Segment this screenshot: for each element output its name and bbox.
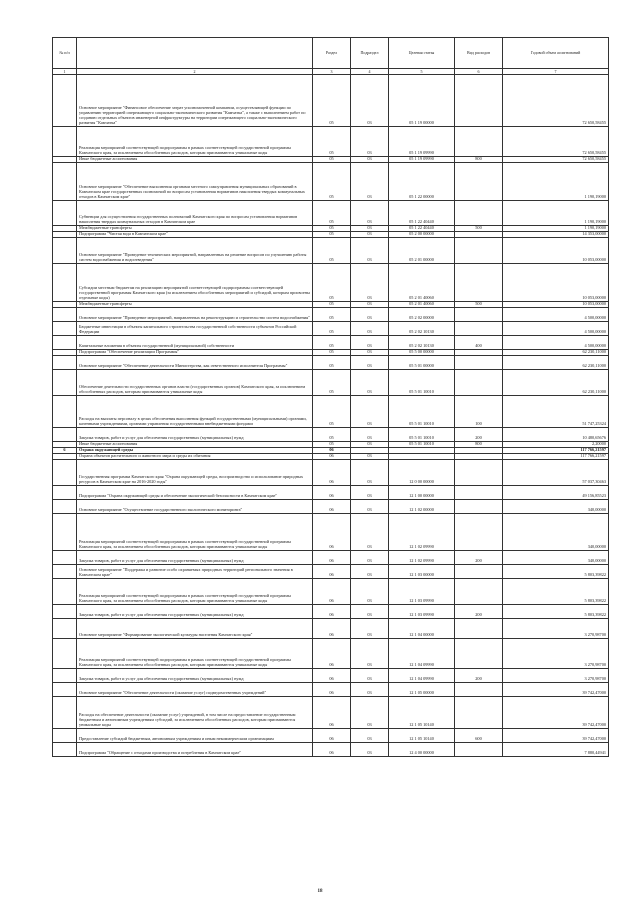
table-row	[53, 127, 609, 157]
cell-name: Основное мероприятие "Формирование экологической культуры населения Камчатского края"	[77, 619, 313, 639]
cell-target: 05 1 22 00000	[389, 163, 455, 201]
cell-amount: 5 803,39822	[503, 565, 609, 579]
cell-podrazdel: 03	[351, 639, 389, 669]
cell-vid	[455, 356, 503, 370]
cell-name: Межбюджетные трансферты	[77, 226, 313, 232]
cell-name: Субсидии местным бюджетам на реализацию мероприятий соответствующей подпрограммы соответствующей государственной программы Камчатского края (за исключением обособленных мероприятий и субсидий, которым присвоены отдельные коды)	[77, 264, 313, 302]
cell-target: 05 2 02 10130	[389, 336, 455, 350]
cell-amount: 1 190,19000	[503, 226, 609, 232]
cell-vid: 500	[455, 302, 503, 308]
cell-name: Расходы на выплаты персоналу в целях обеспечения выполнения функций государственными (муниципальными) органами, казенными учреждениями, органами управления государственными внебюджетными фондами	[77, 396, 313, 428]
cell-razdel: 06	[313, 551, 351, 565]
cell-razdel: 05	[313, 302, 351, 308]
column-number: 4	[351, 69, 389, 75]
cell-target: 05 2 02 00000	[389, 308, 455, 322]
header-num: № п/п	[53, 38, 77, 69]
cell-num	[53, 264, 77, 302]
table-row	[53, 264, 609, 302]
cell-target: 12 4 00 00000	[389, 743, 455, 757]
cell-vid	[455, 75, 503, 127]
cell-num	[53, 322, 77, 336]
cell-vid	[455, 264, 503, 302]
cell-vid	[455, 201, 503, 226]
table-row	[53, 308, 609, 322]
cell-amount: 72 650,58455	[503, 75, 609, 127]
cell-razdel: 06	[313, 448, 351, 454]
cell-amount: 5 803,39822	[503, 579, 609, 605]
cell-razdel: 06	[313, 669, 351, 683]
cell-name: Охрана объектов растительного и животного мира и среды их обитания	[77, 454, 313, 460]
cell-razdel: 06	[313, 460, 351, 486]
column-number: 5	[389, 69, 455, 75]
table-row	[53, 486, 609, 500]
cell-amount: 10 053,00000	[503, 302, 609, 308]
cell-num	[53, 396, 77, 428]
cell-vid: 600	[455, 729, 503, 743]
cell-num	[53, 669, 77, 683]
cell-razdel: 06	[313, 743, 351, 757]
cell-num	[53, 308, 77, 322]
column-number: 7	[503, 69, 609, 75]
cell-name: Основное мероприятие "Проведение мероприятий, направленных на реконструкцию и строительство систем водоснабжения"	[77, 308, 313, 322]
cell-target: 12 1 04 09990	[389, 639, 455, 669]
cell-num	[53, 428, 77, 442]
cell-podrazdel: 03	[351, 127, 389, 157]
header-name	[77, 38, 313, 69]
cell-razdel: 05	[313, 157, 351, 163]
cell-razdel: 05	[313, 396, 351, 428]
cell-target: 12 1 03 09990	[389, 605, 455, 619]
cell-num	[53, 514, 77, 551]
cell-razdel: 05	[313, 226, 351, 232]
cell-podrazdel: 03	[351, 619, 389, 639]
cell-razdel: 06	[313, 500, 351, 514]
cell-vid	[455, 308, 503, 322]
cell-target: 05 2 00 00000	[389, 232, 455, 238]
cell-amount: 39 742,47000	[503, 683, 609, 697]
cell-razdel: 05	[313, 127, 351, 157]
column-number: 1	[53, 69, 77, 75]
cell-num	[53, 486, 77, 500]
cell-vid: 200	[455, 428, 503, 442]
cell-target: 05 1 19 09990	[389, 127, 455, 157]
cell-amount: 49 156,85523	[503, 486, 609, 500]
cell-vid	[455, 639, 503, 669]
cell-podrazdel: 03	[351, 486, 389, 500]
cell-target: 12 1 00 00000	[389, 486, 455, 500]
table-row	[53, 729, 609, 743]
table-row	[53, 514, 609, 551]
cell-num	[53, 605, 77, 619]
cell-razdel: 05	[313, 308, 351, 322]
cell-podrazdel: 03	[351, 157, 389, 163]
cell-razdel: 05	[313, 264, 351, 302]
cell-target: 05 2 01 40060	[389, 302, 455, 308]
cell-name: Бюджетные инвестиции в объекты капитального строительства государственной собственности субъектов Российской Федерации	[77, 322, 313, 336]
cell-vid	[455, 619, 503, 639]
cell-podrazdel: 03	[351, 500, 389, 514]
cell-podrazdel: 03	[351, 308, 389, 322]
table-row	[53, 460, 609, 486]
cell-podrazdel: 03	[351, 238, 389, 264]
cell-vid	[455, 127, 503, 157]
cell-name: Подпрограмма "Чистая вода в Камчатском крае"	[77, 232, 313, 238]
cell-name: Обеспечение деятельности государственных органов власти (государственных органов) Камчатского края, за исключением обособленных расходов, которым присваиваются уникальные коды	[77, 370, 313, 396]
table-row	[53, 669, 609, 683]
cell-amount: 2,20000	[503, 442, 609, 448]
header-podrazdel: Подраздел	[351, 38, 389, 69]
cell-vid	[455, 238, 503, 264]
cell-name: Закупка товаров, работ и услуг для обеспечения государственных (муниципальных) нужд	[77, 605, 313, 619]
cell-target: 05 1 22 40440	[389, 201, 455, 226]
cell-vid: 800	[455, 442, 503, 448]
table-row	[53, 238, 609, 264]
cell-target: 05 1 19 09990	[389, 157, 455, 163]
cell-num	[53, 336, 77, 350]
cell-num	[53, 565, 77, 579]
cell-amount: 10 053,00000	[503, 238, 609, 264]
cell-name: Основное мероприятие "Поддержка и развитие особо охраняемых природных территорий регионального значения в Камчатском крае"	[77, 565, 313, 579]
cell-podrazdel: 03	[351, 396, 389, 428]
cell-name: Подпрограмма "Обращение с отходами производства и потребления в Камчатском крае"	[77, 743, 313, 757]
cell-podrazdel: 03	[351, 232, 389, 238]
cell-target: 05 2 01 00000	[389, 238, 455, 264]
cell-name: Государственная программа Камчатского края "Охрана окружающей среды, воспроизводство и использование природных ресурсов в Камчатском крае на 2016-2020 годы"	[77, 460, 313, 486]
table-row	[53, 579, 609, 605]
cell-amount: 1 190,19000	[503, 163, 609, 201]
header-amount: Годовой объем ассигнований	[503, 38, 609, 69]
cell-vid: 200	[455, 605, 503, 619]
cell-amount: 10 053,00000	[503, 264, 609, 302]
cell-name: Основное мероприятие "Обеспечение деятельности Министерства, как ответственного исполнителя Программы"	[77, 356, 313, 370]
cell-amount: 62 230,11000	[503, 370, 609, 396]
cell-razdel: 06	[313, 619, 351, 639]
cell-podrazdel: 03	[351, 683, 389, 697]
cell-name: Реализация мероприятий соответствующей подпрограммы в рамках соответствующей государственной программы Камчатского края, за исключением обособленных расходов, которым присваиваются уникальные коды	[77, 514, 313, 551]
cell-podrazdel: 03	[351, 428, 389, 442]
cell-num	[53, 163, 77, 201]
table-row	[53, 75, 609, 127]
table-row	[53, 639, 609, 669]
table-row	[53, 356, 609, 370]
cell-target: 12 1 02 00000	[389, 500, 455, 514]
cell-amount: 62 230,11000	[503, 350, 609, 356]
cell-target: 05 5 00 00000	[389, 350, 455, 356]
cell-razdel: 05	[313, 201, 351, 226]
cell-amount: 3 270,98700	[503, 669, 609, 683]
cell-target: 12 1 04 00000	[389, 619, 455, 639]
table-row	[53, 201, 609, 226]
cell-target: 12 1 05 00000	[389, 683, 455, 697]
cell-podrazdel: 03	[351, 605, 389, 619]
cell-razdel: 05	[313, 322, 351, 336]
cell-razdel: 05	[313, 336, 351, 350]
table-row	[53, 619, 609, 639]
cell-num	[53, 697, 77, 729]
cell-vid	[455, 697, 503, 729]
cell-target: 12 1 04 09990	[389, 669, 455, 683]
cell-razdel: 06	[313, 605, 351, 619]
cell-num	[53, 75, 77, 127]
cell-name: Закупка товаров, работ и услуг для обеспечения государственных (муниципальных) нужд	[77, 428, 313, 442]
cell-vid: 800	[455, 157, 503, 163]
cell-podrazdel: 03	[351, 350, 389, 356]
cell-num	[53, 551, 77, 565]
cell-target: 05 5 01 10010	[389, 442, 455, 448]
cell-target: 12 1 05 10140	[389, 729, 455, 743]
cell-num	[53, 460, 77, 486]
cell-num	[53, 729, 77, 743]
cell-amount: 340,00000	[503, 500, 609, 514]
cell-name: Основное мероприятие "Обеспечение деятельности (оказание услуг) подведомственных учреждений"	[77, 683, 313, 697]
table-row	[53, 697, 609, 729]
cell-name: Основное мероприятие "Обеспечение выполнения органами местного самоуправления муниципальных образований в Камчатском крае государственных полномочий по вопросам установления нормативов накопления твердых коммунальных отходов в Камчатском крае"	[77, 163, 313, 201]
cell-razdel: 05	[313, 428, 351, 442]
cell-amount: 39 742,47000	[503, 729, 609, 743]
cell-target: 12 1 02 09990	[389, 514, 455, 551]
cell-vid	[455, 370, 503, 396]
cell-name: Расходы на обеспечение деятельности (оказание услуг) учреждений, в том числе на предоставление государственным бюджетным и автономным учреждениям субсидий, за исключением обособленных расходов, которым присваиваются уникальные коды	[77, 697, 313, 729]
cell-podrazdel: 03	[351, 669, 389, 683]
cell-vid	[455, 322, 503, 336]
cell-podrazdel: 03	[351, 514, 389, 551]
cell-num	[53, 370, 77, 396]
cell-vid	[455, 500, 503, 514]
cell-amount: 62 230,11000	[503, 356, 609, 370]
cell-amount: 4 500,00000	[503, 308, 609, 322]
cell-podrazdel: 03	[351, 743, 389, 757]
cell-amount: 57 037,30463	[503, 460, 609, 486]
cell-vid	[455, 565, 503, 579]
cell-amount: 117 766,21597	[503, 454, 609, 460]
table-row	[53, 322, 609, 336]
cell-vid	[455, 743, 503, 757]
cell-podrazdel: 03	[351, 729, 389, 743]
column-number: 3	[313, 69, 351, 75]
table-row	[53, 500, 609, 514]
cell-podrazdel: 03	[351, 226, 389, 232]
cell-razdel: 06	[313, 697, 351, 729]
table-row	[53, 336, 609, 350]
cell-num	[53, 500, 77, 514]
table-row	[53, 683, 609, 697]
cell-razdel: 05	[313, 163, 351, 201]
cell-vid	[455, 514, 503, 551]
cell-target: 12 1 03 09990	[389, 579, 455, 605]
cell-razdel: 06	[313, 639, 351, 669]
cell-podrazdel: 03	[351, 460, 389, 486]
table-row	[53, 551, 609, 565]
table-row	[53, 743, 609, 757]
cell-amount: 7 880,44941	[503, 743, 609, 757]
cell-name: Закупка товаров, работ и услуг для обеспечения государственных (муниципальных) нужд	[77, 551, 313, 565]
cell-podrazdel: 03	[351, 454, 389, 460]
cell-vid	[455, 579, 503, 605]
cell-vid	[455, 163, 503, 201]
cell-target: 05 5 01 10010	[389, 396, 455, 428]
cell-target: 05 5 01 00000	[389, 356, 455, 370]
cell-amount: 340,00000	[503, 514, 609, 551]
cell-razdel: 05	[313, 75, 351, 127]
cell-vid	[455, 683, 503, 697]
cell-num	[53, 201, 77, 226]
cell-amount: 5 803,39822	[503, 605, 609, 619]
cell-target: 05 1 19 00000	[389, 75, 455, 127]
cell-num	[53, 238, 77, 264]
cell-podrazdel: 03	[351, 370, 389, 396]
cell-razdel: 05	[313, 370, 351, 396]
cell-vid	[455, 486, 503, 500]
cell-name: Капитальные вложения в объекты государственной (муниципальной) собственности	[77, 336, 313, 350]
cell-podrazdel: 03	[351, 302, 389, 308]
cell-num	[53, 743, 77, 757]
cell-amount: 117 766,21597	[503, 448, 609, 454]
cell-podrazdel: 03	[351, 551, 389, 565]
budget-table	[52, 37, 609, 757]
cell-name: Основное мероприятие "Проведение технических мероприятий, направленных на решение вопросов по улучшению работы систем водоснабжения и водоотведения"	[77, 238, 313, 264]
cell-target: 05 2 01 40060	[389, 264, 455, 302]
cell-amount: 3 270,98700	[503, 639, 609, 669]
cell-amount: 14 353,00000	[503, 232, 609, 238]
cell-target: 05 5 01 10010	[389, 370, 455, 396]
cell-razdel: 06	[313, 683, 351, 697]
cell-target: 12 0 00 00000	[389, 460, 455, 486]
cell-num	[53, 356, 77, 370]
cell-name: Субвенции для осуществления государственных полномочий Камчатского края по вопросам установления нормативов накопления твердых коммунальных отходов в Камчатском крае	[77, 201, 313, 226]
cell-podrazdel: 03	[351, 356, 389, 370]
table-body	[53, 75, 609, 757]
cell-vid: 500	[455, 226, 503, 232]
table-row	[53, 605, 609, 619]
cell-name: Реализация мероприятий соответствующей подпрограммы в рамках соответствующей государственной программы Камчатского края, за исключением обособленных расходов, которым присваиваются уникальные коды	[77, 127, 313, 157]
column-number: 2	[77, 69, 313, 75]
cell-podrazdel: 03	[351, 322, 389, 336]
cell-amount: 10 480,65676	[503, 428, 609, 442]
column-number: 6	[455, 69, 503, 75]
cell-razdel: 05	[313, 350, 351, 356]
cell-num	[53, 639, 77, 669]
cell-razdel: 06	[313, 729, 351, 743]
cell-razdel: 06	[313, 565, 351, 579]
cell-target: 12 1 02 09990	[389, 551, 455, 565]
cell-name: Подпрограмма "Охрана окружающей среды и обеспечение экологической безопасности в Камчатском крае"	[77, 486, 313, 500]
cell-name: Межбюджетные трансферты	[77, 302, 313, 308]
cell-podrazdel: 03	[351, 442, 389, 448]
cell-podrazdel: 03	[351, 201, 389, 226]
cell-podrazdel: 03	[351, 336, 389, 350]
cell-razdel: 05	[313, 232, 351, 238]
table-row	[53, 370, 609, 396]
table-row	[53, 396, 609, 428]
header-razdel: Раздел	[313, 38, 351, 69]
cell-podrazdel: 03	[351, 565, 389, 579]
cell-amount: 51 747,25324	[503, 396, 609, 428]
cell-target: 05 1 22 40440	[389, 226, 455, 232]
cell-amount: 39 742,47000	[503, 697, 609, 729]
cell-vid: 100	[455, 396, 503, 428]
cell-num	[53, 619, 77, 639]
cell-num	[53, 683, 77, 697]
cell-razdel: 05	[313, 356, 351, 370]
table-row	[53, 565, 609, 579]
cell-amount: 72 650,58455	[503, 127, 609, 157]
cell-podrazdel: 03	[351, 163, 389, 201]
cell-amount: 4 500,00000	[503, 336, 609, 350]
cell-num: 6	[53, 448, 77, 454]
cell-vid: 400	[455, 336, 503, 350]
cell-target: 05 2 02 10130	[389, 322, 455, 336]
cell-amount: 340,00000	[503, 551, 609, 565]
table-row	[53, 163, 609, 201]
cell-name: Иные бюджетные ассигнования	[77, 442, 313, 448]
cell-name: Иные бюджетные ассигнования	[77, 157, 313, 163]
cell-amount: 1 190,19000	[503, 201, 609, 226]
cell-vid: 200	[455, 669, 503, 683]
cell-podrazdel: 03	[351, 264, 389, 302]
cell-name: Основное мероприятие "Осуществление государственного экологического мониторинга"	[77, 500, 313, 514]
cell-name: Реализация мероприятий соответствующей подпрограммы в рамках соответствующей государственной программы Камчатского края, за исключением обособленных расходов, которым присваиваются уникальные коды	[77, 579, 313, 605]
cell-podrazdel: 03	[351, 697, 389, 729]
cell-razdel: 06	[313, 486, 351, 500]
cell-name: Реализация мероприятий соответствующей подпрограммы в рамках соответствующей государственной программы Камчатского края, за исключением обособленных расходов, которым присваиваются уникальные коды	[77, 639, 313, 669]
cell-name: Основное мероприятие "Финансовое обеспечение затрат уполномоченной компании, осуществляющей функции по управлению территорией опережающего социально-экономического развития "Камчатка", а также с выполнением работ по созданию отдельных объектов инженерной инфраструктуры на территории опережающего социально-экономического развития "Камчатка"	[77, 75, 313, 127]
cell-vid	[455, 460, 503, 486]
cell-podrazdel: 03	[351, 579, 389, 605]
cell-name: Закупка товаров, работ и услуг для обеспечения государственных (муниципальных) нужд	[77, 669, 313, 683]
table-header-row	[53, 38, 609, 69]
cell-razdel: 05	[313, 442, 351, 448]
cell-vid: 200	[455, 551, 503, 565]
header-target: Целевая статья	[389, 38, 455, 69]
cell-amount: 72 650,58455	[503, 157, 609, 163]
cell-name: Предоставление субсидий бюджетным, автономным учреждениям и иным некоммерческим организациям	[77, 729, 313, 743]
cell-amount: 3 270,98700	[503, 619, 609, 639]
budget-sheet	[52, 37, 608, 757]
cell-target: 12 1 03 00000	[389, 565, 455, 579]
cell-name: Подпрограмма "Обеспечение реализации Программы"	[77, 350, 313, 356]
cell-target: 05 5 01 10010	[389, 428, 455, 442]
cell-target: 12 1 05 10140	[389, 697, 455, 729]
cell-num	[53, 127, 77, 157]
table-row	[53, 428, 609, 442]
cell-razdel: 06	[313, 579, 351, 605]
cell-num	[53, 579, 77, 605]
cell-razdel: 05	[313, 238, 351, 264]
page-number: 18	[317, 889, 323, 894]
cell-razdel: 06	[313, 454, 351, 460]
cell-amount: 4 500,00000	[503, 322, 609, 336]
cell-podrazdel: 03	[351, 75, 389, 127]
cell-name: Охрана окружающей среды	[77, 448, 313, 454]
cell-razdel: 06	[313, 514, 351, 551]
header-vid: Вид расходов	[455, 38, 503, 69]
